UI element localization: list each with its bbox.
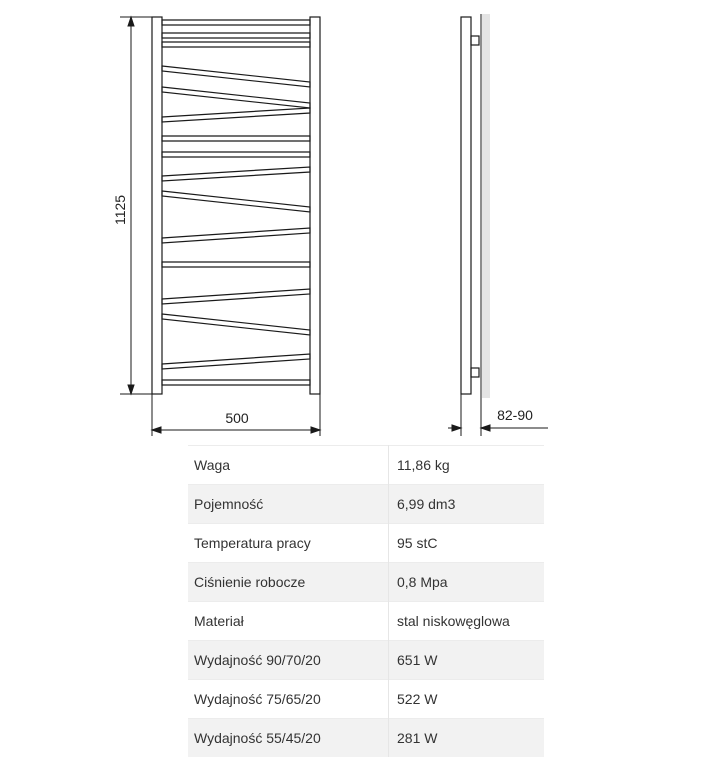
side-view bbox=[461, 17, 479, 394]
spec-label: Ciśnienie robocze bbox=[188, 563, 389, 602]
left-rail bbox=[152, 17, 162, 394]
spec-label: Materiał bbox=[188, 602, 389, 641]
rung bbox=[162, 136, 310, 141]
right-rail bbox=[310, 17, 320, 394]
spec-value: 11,86 kg bbox=[389, 446, 545, 485]
rung bbox=[162, 20, 310, 25]
rung bbox=[162, 66, 310, 87]
upper-bracket bbox=[471, 36, 479, 45]
wall bbox=[482, 14, 490, 398]
rung bbox=[162, 87, 310, 108]
rung bbox=[162, 33, 310, 38]
rungs bbox=[162, 20, 310, 385]
rung bbox=[162, 152, 310, 157]
spec-row bbox=[188, 719, 544, 757]
specs-table bbox=[188, 445, 544, 757]
side-rail bbox=[461, 17, 471, 394]
rung bbox=[162, 108, 310, 122]
spec-label: Wydajność 90/70/20 bbox=[188, 641, 389, 680]
rung bbox=[162, 262, 310, 267]
spec-row bbox=[188, 602, 544, 641]
spec-value: 281 W bbox=[389, 719, 545, 757]
rung bbox=[162, 42, 310, 47]
rung bbox=[162, 289, 310, 304]
spec-row bbox=[188, 485, 544, 524]
rung bbox=[162, 380, 310, 385]
spec-label: Wydajność 55/45/20 bbox=[188, 719, 389, 757]
rung bbox=[162, 314, 310, 335]
depth-label: 82-90 bbox=[497, 407, 533, 423]
rung bbox=[162, 354, 310, 369]
rung bbox=[162, 228, 310, 243]
spec-row bbox=[188, 524, 544, 563]
spec-row bbox=[188, 446, 544, 485]
spec-value: 6,99 dm3 bbox=[389, 485, 545, 524]
spec-value: 95 stC bbox=[389, 524, 545, 563]
width-label: 500 bbox=[225, 410, 249, 426]
height-label: 1125 bbox=[112, 195, 128, 225]
spec-row bbox=[188, 680, 544, 719]
lower-bracket bbox=[471, 368, 479, 377]
spec-value: 651 W bbox=[389, 641, 545, 680]
spec-label: Waga bbox=[188, 446, 389, 485]
rung bbox=[162, 167, 310, 181]
rung bbox=[162, 191, 310, 212]
spec-label: Wydajność 75/65/20 bbox=[188, 680, 389, 719]
spec-value: 522 W bbox=[389, 680, 545, 719]
spec-row bbox=[188, 641, 544, 680]
spec-label: Temperatura pracy bbox=[188, 524, 389, 563]
spec-value: 0,8 Mpa bbox=[389, 563, 545, 602]
front-view bbox=[152, 17, 320, 394]
spec-row bbox=[188, 563, 544, 602]
spec-label: Pojemność bbox=[188, 485, 389, 524]
spec-value: stal niskowęglowa bbox=[389, 602, 545, 641]
